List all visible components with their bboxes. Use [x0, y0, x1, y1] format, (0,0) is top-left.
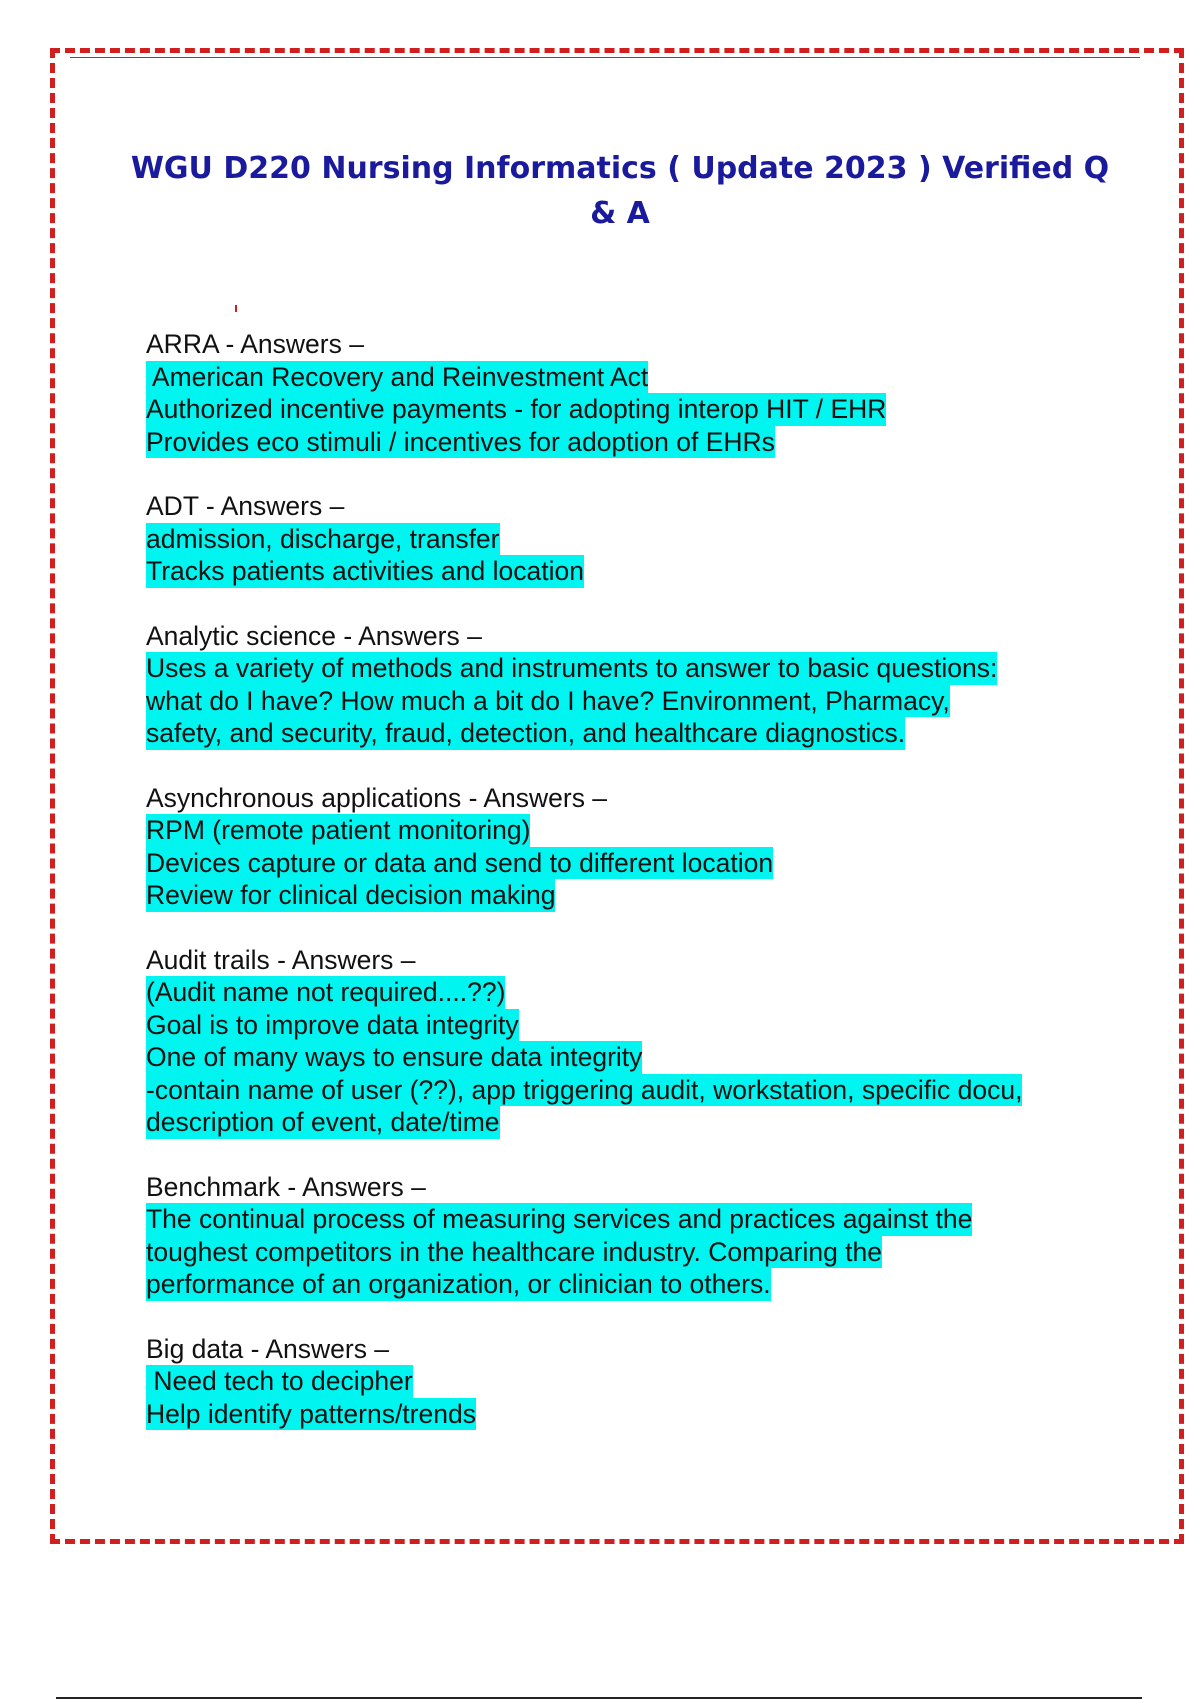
qa-entry — [146, 944, 1106, 1139]
qa-answer-line: One of many ways to ensure data integrity — [146, 1042, 643, 1072]
qa-answer-line: toughest competitors in the healthcare industry. Comparing the — [146, 1236, 883, 1267]
qa-term: ARRA - Answers – — [146, 329, 364, 359]
qa-answer-line: Uses a variety of methods and instruments to answer to basic questions: — [146, 653, 998, 683]
qa-answer-line: safety, and security, fraud, detection, and healthcare diagnostics. — [146, 718, 906, 748]
qa-term: Big data - Answers – — [146, 1333, 390, 1364]
qa-term: Benchmark - Answers – — [146, 1171, 426, 1202]
qa-answer-line: Need tech to decipher — [146, 1366, 413, 1396]
stray-mark — [235, 305, 237, 312]
qa-entry — [146, 328, 1106, 458]
qa-term: Analytic science - Answers – — [146, 620, 482, 651]
qa-answer-line: Authorized incentive payments - for adopting interop HIT / EHR — [146, 394, 887, 424]
qa-answer-line: Devices capture or data and send to different location — [146, 847, 774, 878]
qa-answer-line: description of event, date/time — [146, 1107, 500, 1137]
qa-answer-line: Help identify patterns/trends — [146, 1398, 476, 1429]
qa-term: Asynchronous applications - Answers – — [146, 782, 608, 813]
qa-entry — [146, 490, 1106, 588]
qa-answer-line: admission, discharge, transfer — [146, 523, 500, 554]
qa-answer-line: -contain name of user (??), app triggering audit, workstation, specific docu, — [146, 1074, 1023, 1105]
top-rule — [70, 57, 1140, 58]
qa-answer-line: Goal is to improve data integrity — [146, 1009, 519, 1040]
qa-answer-line: Review for clinical decision making — [146, 880, 556, 910]
qa-entry — [146, 782, 1106, 912]
qa-answer-line: RPM (remote patient monitoring) — [146, 815, 531, 845]
qa-entry — [146, 620, 1106, 750]
qa-answer-line: performance of an organization, or clinician to others. — [146, 1269, 771, 1299]
qa-answer-line: what do I have? How much a bit do I have? Environment, Pharmacy, — [146, 685, 950, 716]
qa-answer-line: American Recovery and Reinvestment Act — [146, 361, 649, 392]
qa-answer-line: Provides eco stimuli / incentives for adoption of EHRs — [146, 426, 775, 457]
qa-term: Audit trails - Answers – — [146, 944, 416, 975]
qa-term: ADT - Answers – — [146, 491, 345, 521]
document-title: WGU D220 Nursing Informatics ( Update 2023 ) Verified Q & A — [130, 151, 1110, 231]
qa-entry — [146, 1171, 1106, 1301]
qa-answer-line: (Audit name not required....??) — [146, 977, 506, 1007]
qa-entry — [146, 1333, 1106, 1431]
bottom-rule — [56, 1697, 1142, 1699]
qa-answer-line: Tracks patients activities and location — [146, 556, 584, 586]
qa-answer-line: The continual process of measuring services and practices against the — [146, 1204, 973, 1234]
qa-list — [146, 328, 1106, 1462]
